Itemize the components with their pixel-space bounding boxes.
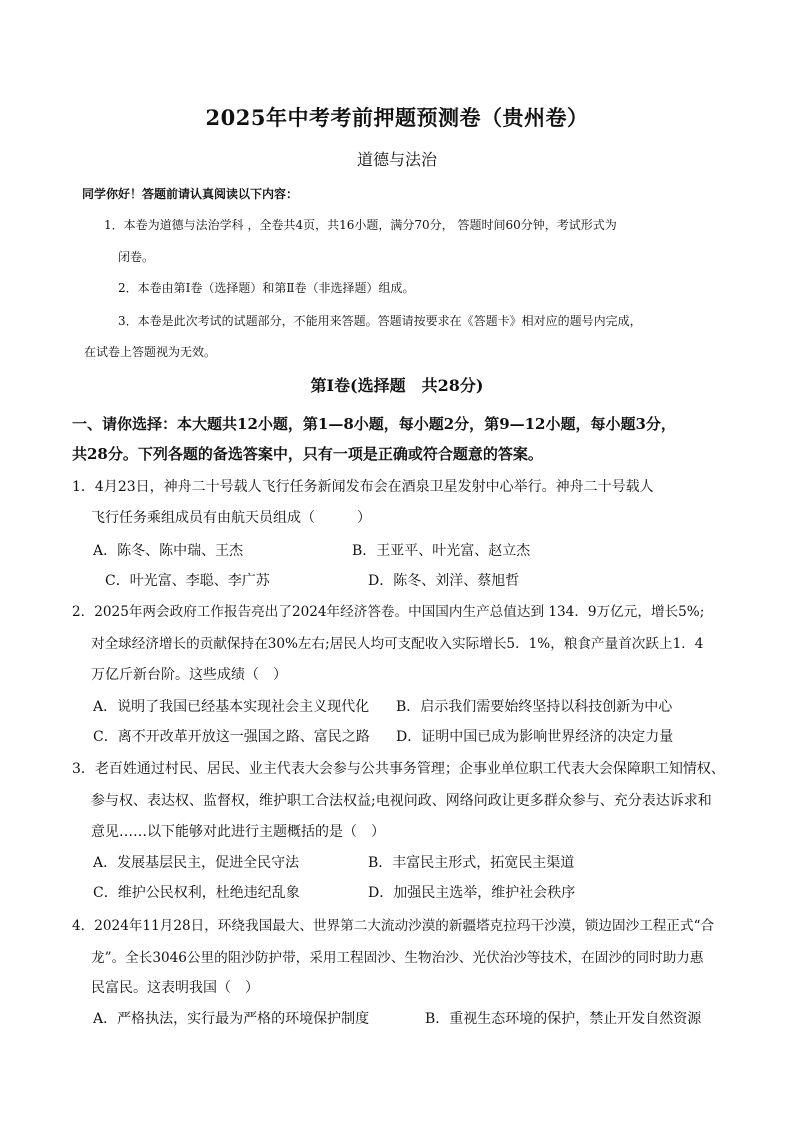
question-4-text: 4．2024年11月28日，环绕我国最大、世界第二大流动沙漠的新疆塔克拉玛干沙漠，锁边固沙工程正式“合 (72, 918, 715, 934)
question-2-option-c: C．离不开改革开放这一强国之路、富民之路 (93, 729, 370, 745)
section-instruction: 共28分。下列各题的备选答案中，只有一项是正确或符合题意的答案。 (72, 445, 543, 463)
question-2-text: 万亿斤新台阶。这些成绩（ ） (91, 667, 287, 683)
question-4-option-b: B．重视生态环境的保护，禁止开发自然资源 (425, 1011, 702, 1027)
question-1-option-c: C．叶光富、李聪、李广苏 (105, 573, 270, 589)
question-2-option-d: D．证明中国已成为影响世界经济的决定力量 (396, 729, 674, 745)
question-4-text: 龙”。全长3046公里的阻沙防护带，采用工程固沙、生物治沙、光伏治沙等技术，在固沙的同时助力惠 (91, 950, 704, 966)
question-1-option-a: A．陈冬、陈中瑞、王杰 (93, 543, 244, 559)
question-2-text: 对全球经济增长的贡献保持在30%左右;居民人均可支配收入实际增长5．1%，粮食产量首次跃上1．4 (91, 636, 704, 652)
section-title: 第Ⅰ卷(选择题 共28分) (310, 376, 484, 395)
subject-title: 道德与法治 (356, 150, 437, 169)
question-1-text: 1．4月23日，神舟二十号载人飞行任务新闻发布会在酒泉卫星发射中心举行。神舟二十号载人 (72, 479, 654, 495)
notice-item: 在试卷上答题视为无效。 (84, 345, 217, 359)
question-2-text: 2．2025年两会政府工作报告亮出了2024年经济答卷。中国国内生产总值达到 134．9万亿元，增长5%; (72, 604, 705, 620)
question-4-text: 民富民。这表明我国（ ） (91, 980, 259, 996)
question-3-option-a: A．发展基层民主，促进全民守法 (93, 855, 300, 871)
question-1-text: 飞行任务乘组成员有由航天员组成（ ） (91, 510, 371, 526)
question-1-option-b: B．王亚平、叶光富、赵立杰 (352, 543, 531, 559)
question-3-option-d: D．加强民主选举，维护社会秩序 (368, 885, 576, 901)
question-2-option-a: A．说明了我国已经基本实现社会主义现代化 (93, 699, 370, 715)
notice-item: 2．本卷由第Ⅰ卷（选择题）和第Ⅱ卷（非选择题）组成。 (118, 281, 415, 295)
notice-item: 闭卷。 (118, 250, 155, 264)
page-title: 2025年中考考前押题预测卷（贵州卷） (205, 105, 589, 130)
question-3-option-b: B．丰富民主形式，拓宽民主渠道 (368, 855, 575, 871)
question-3-text: 参与权、表达权、监督权，维护职工合法权益;电视问政、网络问政让更多群众参与、充分表达诉求和 (91, 793, 712, 809)
question-2-option-b: B．启示我们需要始终坚持以科技创新为中心 (396, 699, 673, 715)
question-3-text: 意见……以下能够对此进行主题概括的是（ ） (91, 824, 385, 840)
notice-item: 1．本卷为道德与法治学科 ，全卷共4页，共16小题，满分70分， 答题时间60分钟，考试形式为 (104, 218, 617, 232)
section-instruction: 一、请你选择：本大题共12小题，第1—8小题，每小题2分，第9—12小题，每小题3分， (72, 415, 676, 433)
question-1-option-d: D．陈冬、刘洋、蔡旭哲 (368, 573, 520, 589)
question-3-text: 3．老百姓通过村民、居民、业主代表大会参与公共事务管理；企事业单位职工代表大会保障职工知情权、 (72, 761, 725, 777)
notice-item: 3．本卷是此次考试的试题部分，不能用来答题。答题请按要求在《答题卡》相对应的题号内完成， (118, 314, 642, 328)
question-3-option-c: C．维护公民权利，杜绝违纪乱象 (93, 885, 300, 901)
question-4-option-a: A．严格执法，实行最为严格的环境保护制度 (93, 1011, 370, 1027)
notice-heading: 同学你好！答题前请认真阅读以下内容： (82, 187, 299, 201)
